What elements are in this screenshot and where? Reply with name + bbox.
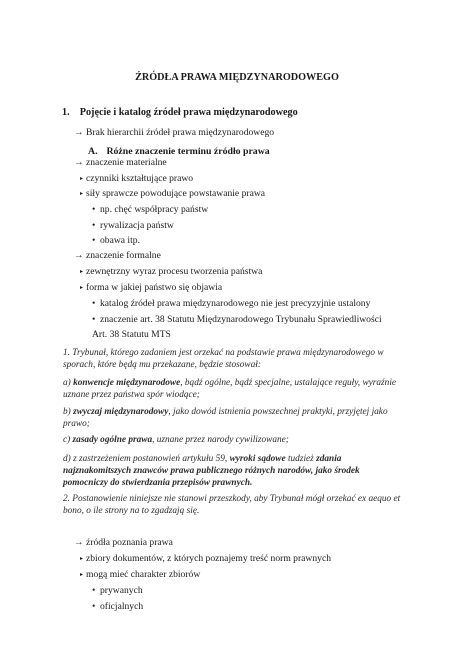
bullet-icon: • [92,298,96,309]
list-item: • prywanych [92,585,143,596]
list-item: ▸ czynniki kształtujące prawo [80,173,194,184]
arrow-icon: → [74,157,84,168]
emphasis-text: zasady ogólne prawa [72,435,153,445]
list-item: ▸ siły sprawcze powodujące powstawanie prawa [80,188,266,199]
quote-line: prawo; [63,419,90,429]
list-item: → znaczenie materialne [74,157,167,168]
list-item: → znaczenie formalne [74,250,161,261]
quote-line: 1. Trybunał, którego zadaniem jest orzekać na podstawie prawa międzynarodowego w [63,348,384,358]
list-item: • katalog źródeł prawa międzynarodowego nie jest precyzyjnie ustalony [92,298,371,309]
arrow-icon: → [74,537,84,548]
list-item: → Brak hierarchii źródeł prawa międzynarodowego [74,127,275,138]
list-item: ▸ zewnętrzny wyraz procesu tworzenia państwa [80,266,263,277]
section-number: 1. [62,107,70,118]
quote-line: a) konwencje międzynarodowe, bądź ogólne, bądź specjalne, ustalające reguły, wyraźnie [63,378,397,388]
list-item: Art. 38 Statutu MTS [92,329,171,340]
list-item: • np. chęć współpracy państw [92,204,209,215]
list-item: • oficjalnych [92,601,144,612]
bullet-icon: • [92,220,96,231]
list-item: • obawa itp. [92,235,140,246]
list-item: • znaczenie art. 38 Statutu Międzynarodowego Trybunału Sprawiedliwości [92,314,382,325]
quote-line: d) z zastrzeżeniem postanowień artykułu 59, wyroki sądowe tudzież zdania [63,454,342,464]
list-item: ▸ mogą mieć charakter zbiorów [80,569,201,580]
quote-line: sporach, które będą mu przekazane, będzie stosował: [63,360,261,370]
emphasis-text: zdania [316,454,342,464]
triangle-bullet-icon: ▸ [80,556,84,562]
triangle-bullet-icon: ▸ [80,285,84,291]
triangle-bullet-icon: ▸ [80,176,84,182]
quote-line: c) zasady ogólne prawa, uznane przez narody cywilizowane; [63,435,289,445]
list-item: ▸ zbiory dokumentów, z których poznajemy treść norm prawnych [80,553,332,564]
emphasis-text: zwyczaj międzynarodowy [73,407,169,417]
triangle-bullet-icon: ▸ [80,572,84,578]
section-1-heading [62,107,298,119]
document-title: ŹRÓDŁA PRAWA MIĘDZYNARODOWEGO [135,72,339,83]
subsection-letter: A. [88,146,98,157]
arrow-icon: → [74,127,84,138]
bullet-icon: • [92,314,96,325]
bullet-icon: • [92,601,96,612]
quote-line: 2. Postanowienie niniejsze nie stanowi przeszkody, aby Trybunał mógł orzekać ex aequo et [63,494,401,504]
list-item: • rywalizacja państw [92,220,174,231]
bullet-icon: • [92,235,96,246]
bullet-icon: • [92,204,96,215]
arrow-icon: → [74,250,84,261]
quote-line: uznane przez państwa spór wiodące; [63,390,200,400]
quote-line: bono, o ile strony na to zgadzają się. [63,506,200,516]
quote-line: b) zwyczaj międzynarodowy, jako dowód istnienia powszechnej praktyki, przyjętej jako [63,407,388,417]
emphasis-text: konwencje międzynarodowe [73,378,181,388]
bullet-icon: • [92,585,96,596]
subsection-title: Różne znaczenie terminu źródło prawa [106,146,270,157]
triangle-bullet-icon: ▸ [80,191,84,197]
list-item: → źródła poznania prawa [74,537,173,548]
triangle-bullet-icon: ▸ [80,269,84,275]
quote-line: najznakomitszych znawców prawa publicznego różnych narodów, jako środek [63,466,360,476]
list-item: ▸ forma w jakiej państwo się objawia [80,282,223,293]
emphasis-text: wyroki sądowe [229,454,286,464]
quote-line: pomocniczy do stwierdzania przepisów prawnych. [63,478,253,488]
section-title: Pojęcie i katalog źródeł prawa międzynarodowego [79,107,298,118]
